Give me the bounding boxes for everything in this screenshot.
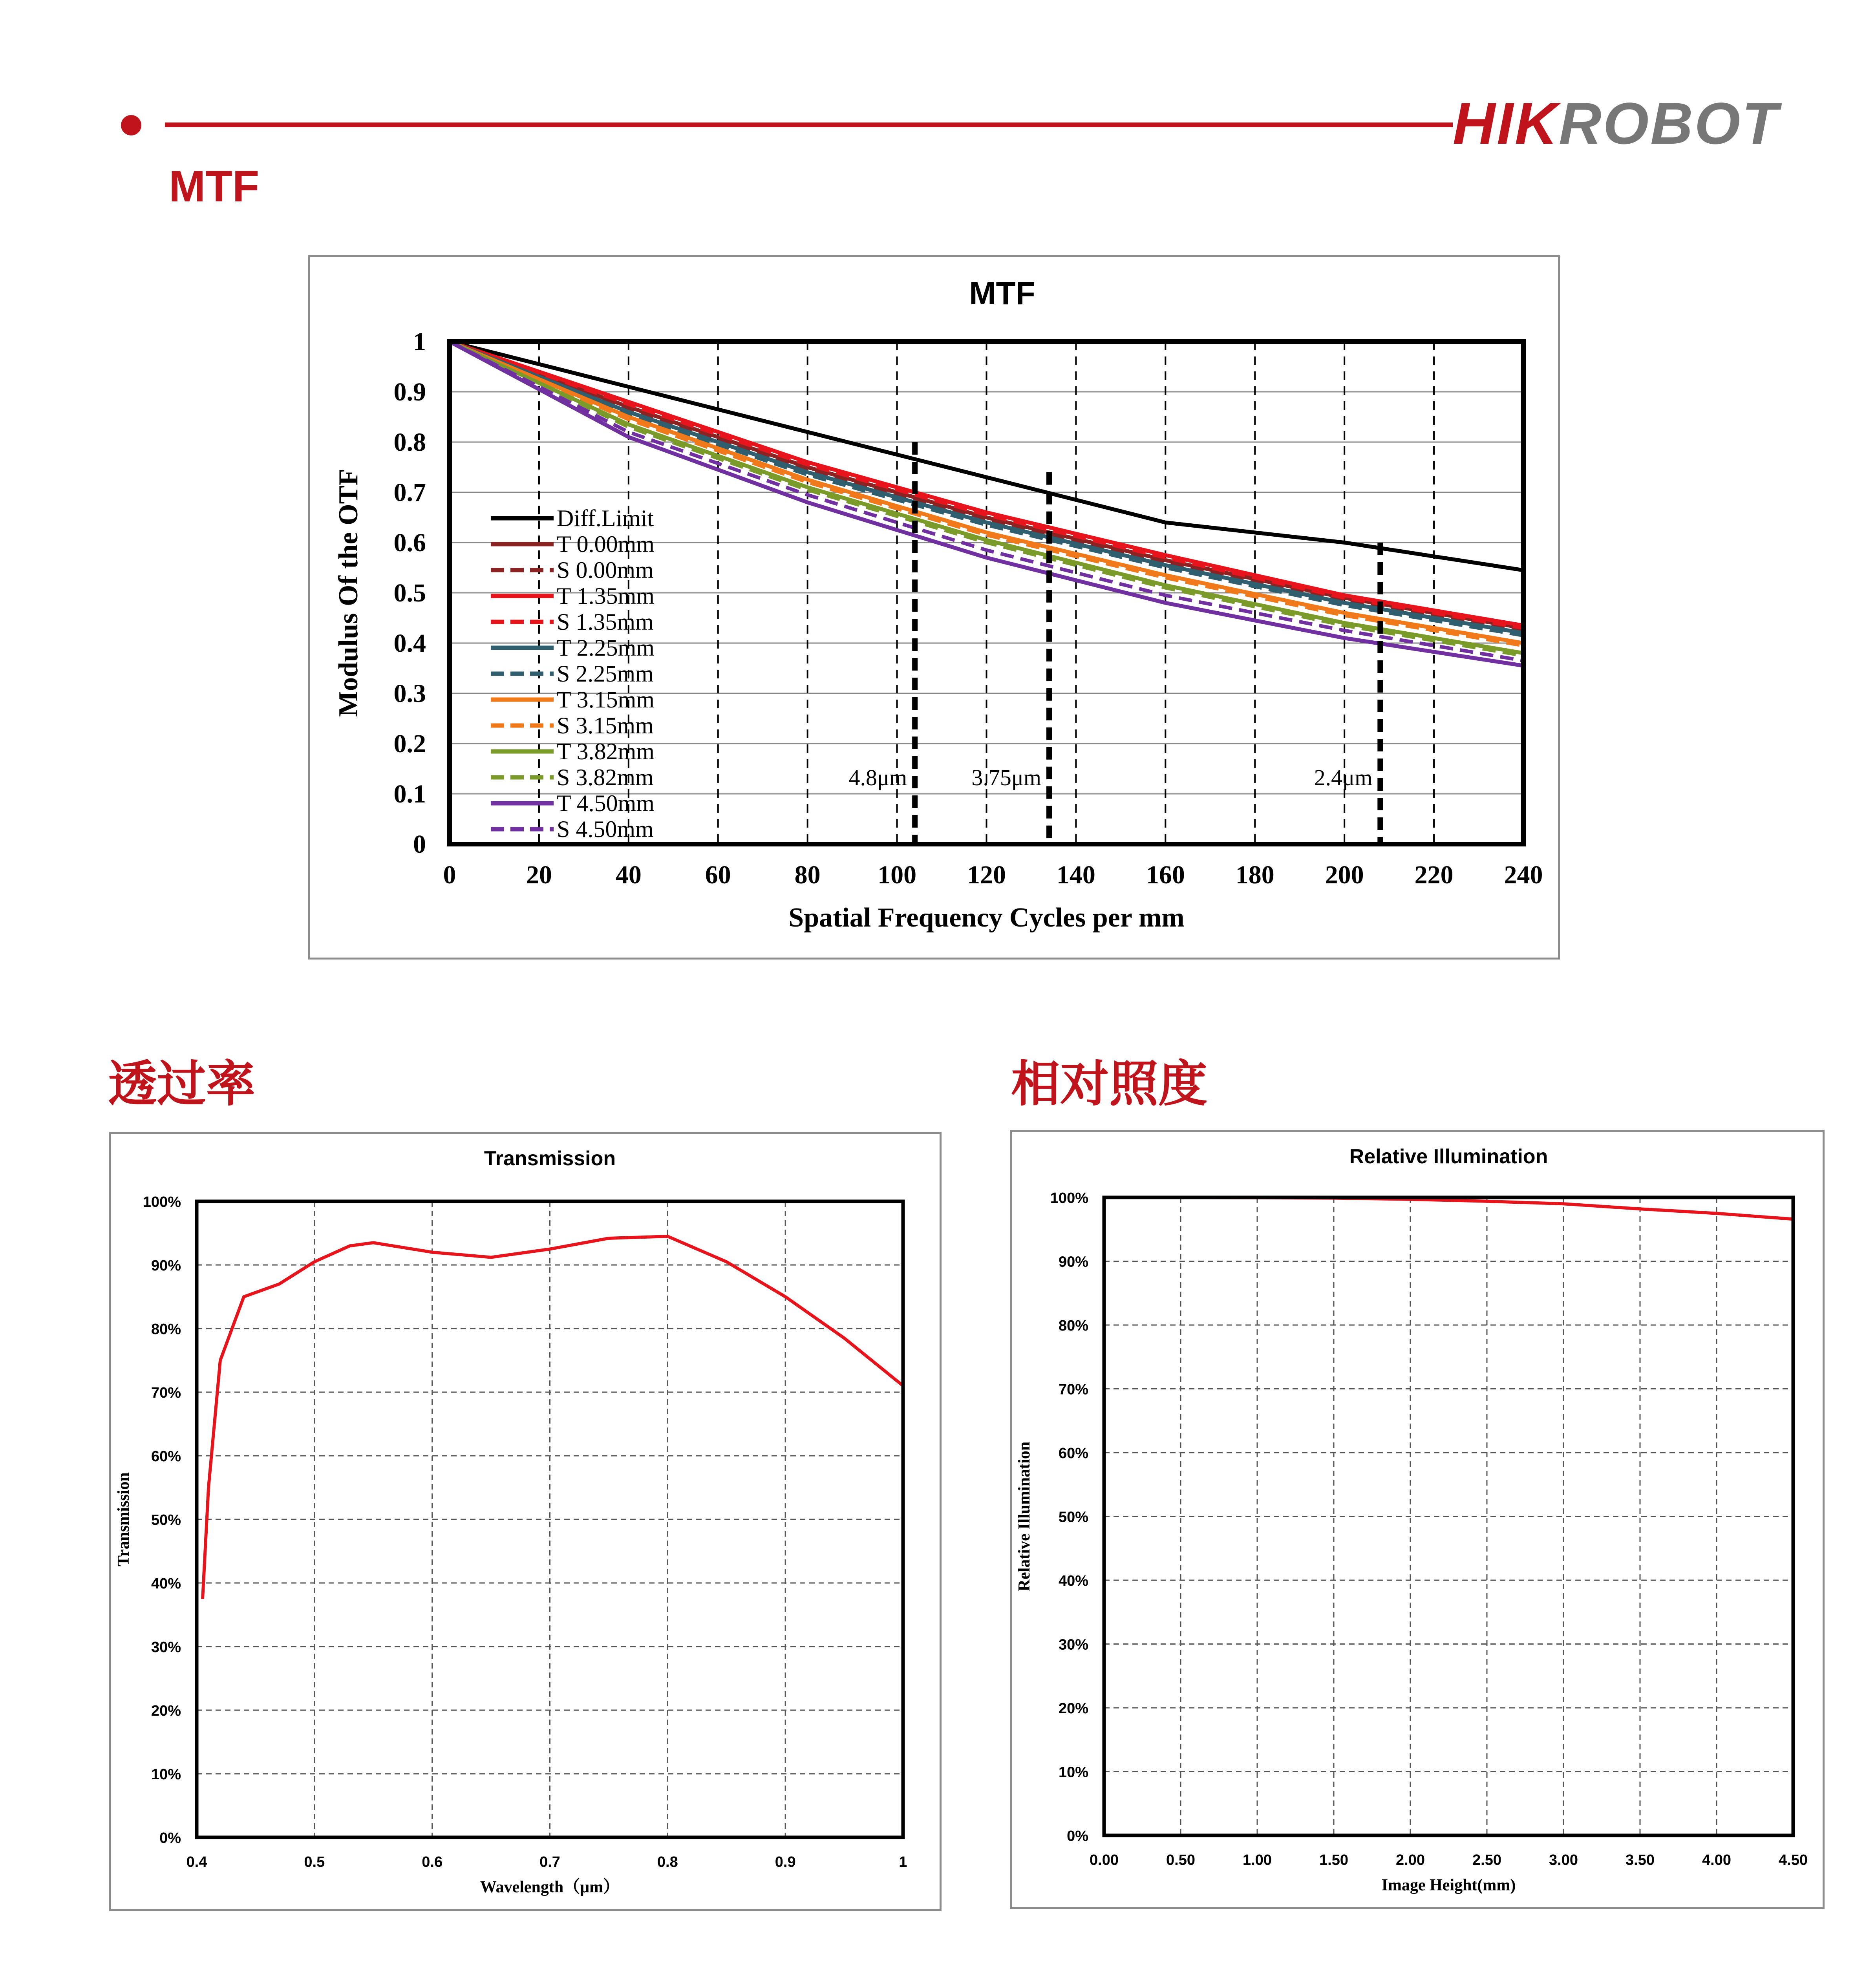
- illumination-y-tick: 80%: [1058, 1318, 1088, 1334]
- mtf-x-tick: 120: [967, 861, 1006, 889]
- transmission-y-label: Transmission: [115, 1472, 133, 1566]
- illumination-chart-frame: [1010, 1130, 1825, 1909]
- mtf-x-tick: 100: [878, 861, 917, 889]
- mtf-y-tick: 0.1: [393, 780, 426, 808]
- mtf-y-tick: 0.8: [393, 428, 426, 457]
- mtf-x-tick: 60: [705, 861, 731, 889]
- section-title-mtf: MTF: [169, 162, 260, 211]
- illumination-y-tick: 50%: [1058, 1509, 1088, 1526]
- illumination-x-tick: 3.50: [1626, 1852, 1655, 1868]
- mtf-marker-label: 4.8μm: [848, 765, 907, 790]
- transmission-y-tick: 10%: [151, 1766, 181, 1783]
- mtf-x-tick: 0: [443, 861, 456, 889]
- mtf-y-tick: 0.9: [393, 378, 426, 406]
- illumination-title: Relative Illumination: [1349, 1145, 1548, 1168]
- mtf-title: MTF: [969, 276, 1035, 311]
- mtf-x-tick: 200: [1325, 861, 1364, 889]
- mtf-legend-label: S 3.82mm: [557, 764, 654, 790]
- mtf-x-tick: 20: [526, 861, 552, 889]
- transmission-y-tick: 40%: [151, 1576, 181, 1592]
- illumination-chart: [1012, 1132, 1823, 1907]
- transmission-y-tick: 20%: [151, 1703, 181, 1719]
- mtf-legend-label: S 4.50mm: [557, 816, 654, 842]
- mtf-y-tick: 0.2: [393, 729, 426, 758]
- illumination-series-line: [1104, 1197, 1793, 1219]
- header-dot: [121, 115, 141, 135]
- illumination-y-tick: 30%: [1058, 1636, 1088, 1653]
- mtf-y-tick: 1: [413, 327, 426, 356]
- transmission-x-tick: 0.7: [539, 1854, 560, 1870]
- mtf-marker-label: 2.4μm: [1314, 765, 1373, 790]
- transmission-x-tick: 1: [899, 1854, 907, 1870]
- illumination-y-tick: 20%: [1058, 1700, 1088, 1717]
- mtf-legend-label: S 2.25mm: [557, 661, 654, 687]
- mtf-legend-label: S 3.15mm: [557, 713, 654, 738]
- transmission-y-tick: 100%: [143, 1194, 181, 1210]
- mtf-y-tick: 0.4: [393, 629, 426, 658]
- section-title-illumination: 相对照度: [1011, 1056, 1207, 1113]
- illumination-x-tick: 2.00: [1396, 1852, 1425, 1868]
- illumination-x-tick: 1.00: [1243, 1852, 1272, 1868]
- illumination-x-label: Image Height(mm): [1381, 1876, 1516, 1894]
- illumination-x-tick: 0.00: [1090, 1852, 1119, 1868]
- transmission-y-tick: 90%: [151, 1257, 181, 1274]
- transmission-x-tick: 0.5: [304, 1854, 325, 1870]
- mtf-y-tick: 0.3: [393, 679, 426, 708]
- mtf-legend-label: T 3.82mm: [557, 738, 655, 764]
- transmission-chart: [111, 1134, 940, 1909]
- illumination-x-tick: 3.00: [1549, 1852, 1578, 1868]
- mtf-legend-label: T 4.50mm: [557, 790, 655, 816]
- mtf-x-label: Spatial Frequency Cycles per mm: [788, 903, 1185, 933]
- transmission-y-tick: 0%: [159, 1830, 181, 1846]
- mtf-chart: [310, 257, 1558, 958]
- mtf-y-tick: 0.6: [393, 528, 426, 557]
- illumination-x-tick: 2.50: [1472, 1852, 1501, 1868]
- mtf-x-tick: 180: [1235, 861, 1274, 889]
- mtf-legend-label: T 0.00mm: [557, 531, 655, 557]
- mtf-y-label: Modulus Of the OTF: [333, 468, 364, 717]
- mtf-legend-label: S 1.35mm: [557, 609, 654, 635]
- mtf-x-tick: 220: [1414, 861, 1454, 889]
- mtf-legend-label: S 0.00mm: [557, 557, 654, 583]
- transmission-x-tick: 0.4: [186, 1854, 207, 1870]
- transmission-y-tick: 30%: [151, 1639, 181, 1656]
- illumination-y-label: Relative Illumination: [1015, 1441, 1033, 1592]
- mtf-x-tick: 140: [1056, 861, 1095, 889]
- transmission-x-tick: 0.9: [775, 1854, 796, 1870]
- mtf-legend-label: Diff.Limit: [557, 505, 654, 531]
- mtf-x-tick: 80: [794, 861, 821, 889]
- mtf-legend-label: T 2.25mm: [557, 635, 655, 661]
- illumination-y-tick: 0%: [1067, 1828, 1088, 1844]
- illumination-y-tick: 70%: [1058, 1381, 1088, 1398]
- transmission-x-tick: 0.8: [657, 1854, 678, 1870]
- illumination-y-tick: 10%: [1058, 1764, 1088, 1781]
- transmission-x-label: Wavelength（μm）: [480, 1878, 620, 1896]
- illumination-y-tick: 90%: [1058, 1254, 1088, 1270]
- illumination-x-tick: 4.50: [1779, 1852, 1808, 1868]
- transmission-y-tick: 70%: [151, 1385, 181, 1401]
- mtf-x-tick: 160: [1146, 861, 1185, 889]
- hikrobot-logo: HIKROBOT: [1453, 90, 1779, 156]
- transmission-series-line: [203, 1236, 903, 1599]
- transmission-y-tick: 60%: [151, 1448, 181, 1465]
- mtf-y-tick: 0.7: [393, 478, 426, 507]
- transmission-chart-frame: [109, 1132, 942, 1911]
- mtf-legend-label: T 3.15mm: [557, 687, 655, 713]
- transmission-x-tick: 0.6: [422, 1854, 443, 1870]
- transmission-y-tick: 80%: [151, 1321, 181, 1338]
- section-title-transmission: 透过率: [108, 1056, 255, 1113]
- mtf-y-tick: 0.5: [393, 579, 426, 607]
- illumination-x-tick: 0.50: [1166, 1852, 1195, 1868]
- mtf-x-tick: 240: [1504, 861, 1543, 889]
- transmission-y-tick: 50%: [151, 1512, 181, 1528]
- illumination-x-tick: 1.50: [1319, 1852, 1348, 1868]
- mtf-x-tick: 40: [615, 861, 642, 889]
- header-rule: [165, 122, 1453, 127]
- transmission-title: Transmission: [484, 1147, 616, 1170]
- mtf-legend-label: T 1.35mm: [557, 583, 655, 609]
- mtf-marker-label: 3.75μm: [971, 765, 1042, 790]
- mtf-y-tick: 0: [413, 830, 426, 859]
- illumination-x-tick: 4.00: [1702, 1852, 1731, 1868]
- illumination-y-tick: 60%: [1058, 1445, 1088, 1462]
- mtf-chart-frame: [308, 255, 1560, 960]
- illumination-y-tick: 100%: [1050, 1190, 1088, 1206]
- illumination-y-tick: 40%: [1058, 1573, 1088, 1589]
